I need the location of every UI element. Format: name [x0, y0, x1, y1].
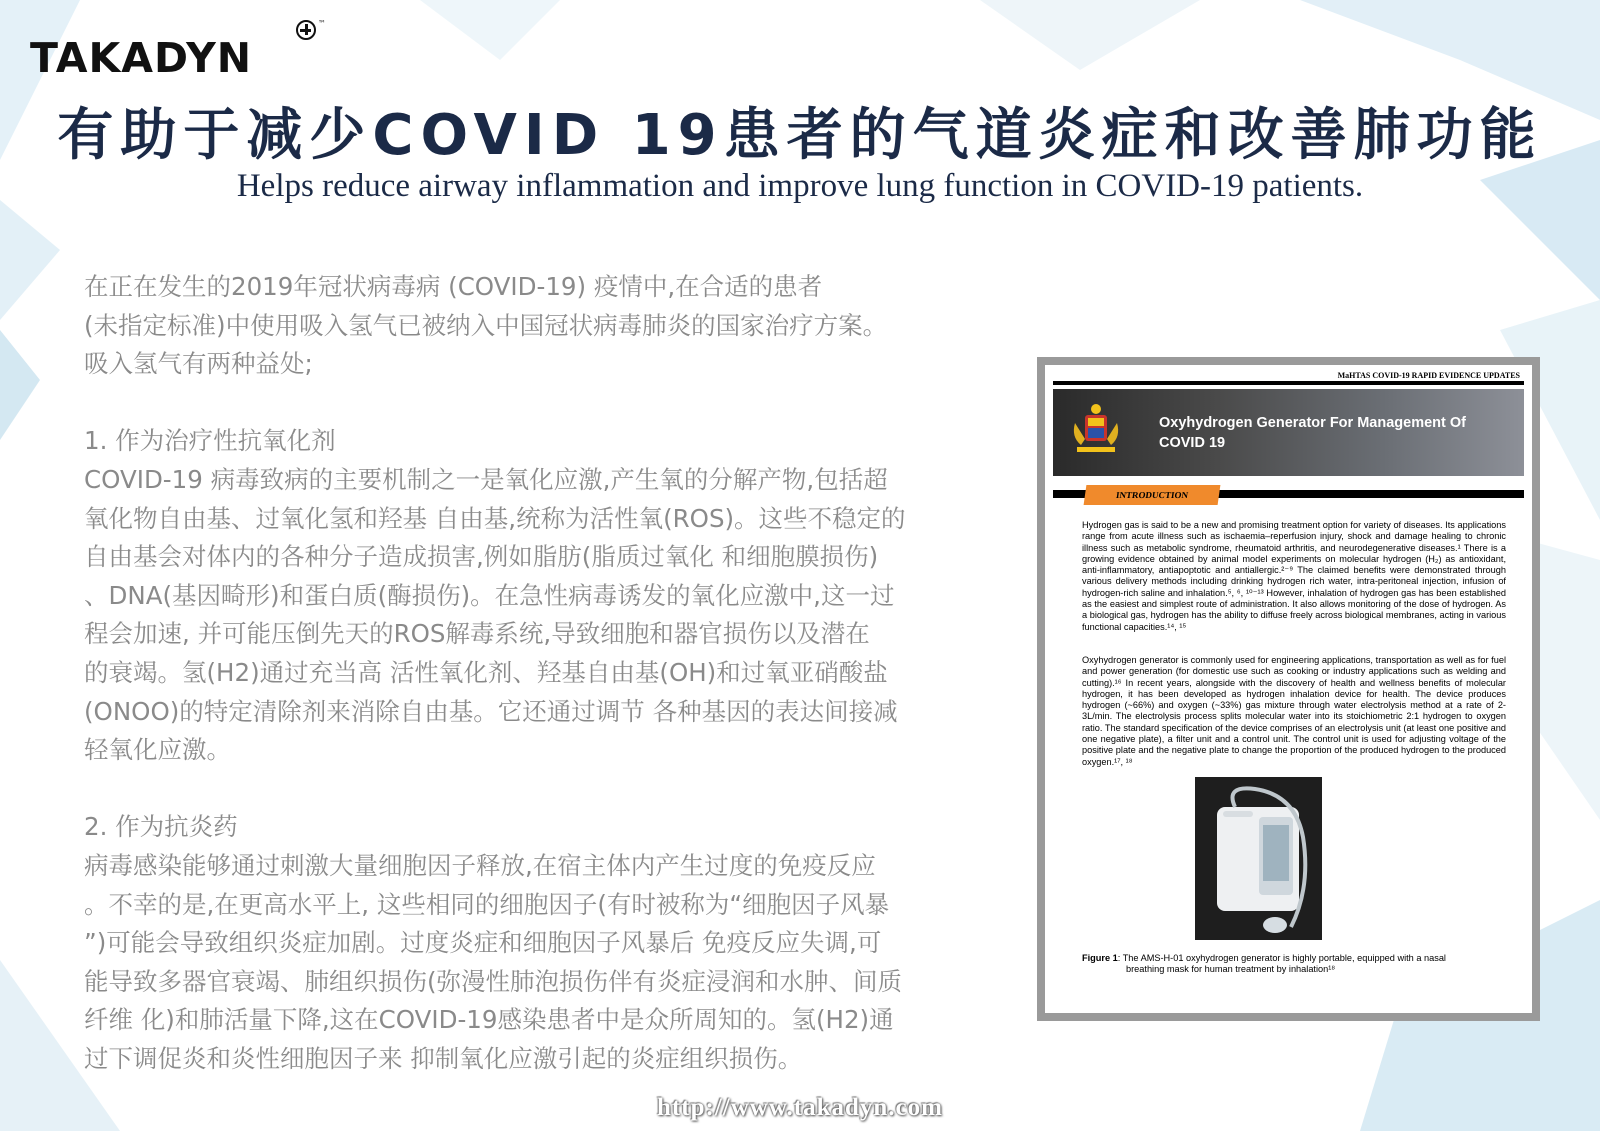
- section1-line: 程会加速, 并可能压倒先天的ROS解毒系统,导致细胞和器官损伤以及潜在: [84, 619, 870, 649]
- document-rule: [1053, 381, 1524, 385]
- section2-heading: 2. 作为抗炎药: [84, 812, 238, 842]
- section2-line: 。不幸的是,在更高水平上, 这些相同的细胞因子(有时被称为“细胞因子风暴: [84, 889, 890, 919]
- section1-line: 的衰竭。氢(H2)通过充当高 活性氧化剂、羟基自由基(OH)和过氧亚硝酸盐: [84, 657, 888, 687]
- document-header-label: MaHTAS COVID-19 RAPID EVIDENCE UPDATES: [1337, 371, 1520, 380]
- document-paragraph: Oxyhydrogen generator is commonly used for engineering applications, transportation as well as for fuel and power generation (for domestic use such as cooking or industry applications such as welding and cutting).¹⁶ In recent years, alongside with the discovery of health and wellness benefits of molecular hydrogen, it has been developed as hydrogen inhalation device for health. The device produces hydrogen (~66%) and oxygen (~33%) gas mixture through water electrolysis method at a rate of 2-3L/min. The electrolysis process splits molecular water into its stoichiometric 2:1 hydrogen to oxygen ratio. The standard specification of the device comprises of an electrolysis unit (at least one positive and one negative plate), a filter unit and a control unit. The control unit is used for adjusting voltage of the positive plate and the negative plate to change the proportion of the produced hydrogen to the produced oxygen.¹⁷, ¹⁸: [1082, 655, 1506, 767]
- section1-line: 轻氧化应激。: [84, 735, 231, 765]
- section2-line: ”)可能会导致组织炎症加剧。过度炎症和细胞因子风暴后 免疫反应失调,可: [84, 928, 882, 958]
- body-text: [84, 268, 1004, 1078]
- page-title-english: Helps reduce airway inflammation and improve lung function in COVID-19 patients.: [236, 168, 1364, 204]
- section2-line: 纤维 化)和肺活量下降,这在COVID-19感染患者中是众所周知的。氢(H2)通: [84, 1005, 894, 1035]
- document-excerpt: [1037, 357, 1540, 1021]
- brand-logo: TAKADYN: [30, 34, 253, 82]
- plus-circle-icon: [296, 20, 316, 40]
- section2-line: 能导致多器官衰竭、肺组织损伤(弥漫性肺泡损伤伴有炎症浸润和水肿、间质: [84, 966, 903, 996]
- document-paragraph: Hydrogen gas is said to be a new and promising treatment option for variety of diseases. Its applications range from acute illness such as ischaemia–reperfusion injury, shock and damage healing to chronic illness such as metabolic syndrome, rheumatoid arthritis, and neurodegenerative diseases.¹ There is a growing evidence obtained by animal model experiments on molecular hydrogen (H₂) as antioxidant, anti-inflammatory, antiapoptotic and antiallergic.²⁻⁹ The claimed benefits were demonstrated through various delivery methods including drinking hydrogen rich water, intra-peritoneal injection, infusion of hydrogen-rich saline and inhalation.⁵, ⁶, ¹⁰⁻¹³ However, inhalation of hydrogen gas has been established as the easiest and simplest route of administration. It also allows monitoring of the dose of hydrogen. As a biological gas, hydrogen has the ability to diffuse freely across biological membranes, acting in various functional capacities.¹⁴, ¹⁵: [1082, 520, 1506, 632]
- intro-line: 在正在发生的2019年冠状病毒病 (COVID-19) 疫情中,在合适的患者: [84, 272, 823, 301]
- section1-line: 、DNA(基因畸形)和蛋白质(酶损伤)。在急性病毒诱发的氧化应激中,这一过: [84, 580, 895, 610]
- section1-line: (ONOO)的特定清除剂来消除自由基。它还通过调节 各种基因的表达间接减: [84, 696, 898, 726]
- document-title: Oxyhydrogen Generator For Management Of COVID 19: [1159, 415, 1466, 451]
- page-title-chinese: 有助于减少COVID 19患者的气道炎症和改善肺功能: [57, 103, 1543, 168]
- section1-heading: 1. 作为治疗性抗氧化剂: [84, 426, 336, 456]
- document-banner: [1053, 389, 1524, 476]
- device-photo: [1195, 777, 1322, 940]
- intro-line: (未指定标准)中使用吸入氢气已被纳入中国冠状病毒肺炎的国家治疗方案。: [84, 310, 888, 340]
- trademark-symbol: ™: [318, 19, 326, 28]
- section1-line: COVID-19 病毒致病的主要机制之一是氧化应激,产生氧的分解产物,包括超: [84, 464, 888, 494]
- coat-of-arms-icon: [1067, 403, 1125, 455]
- section2-line: 病毒感染能够通过刺激大量细胞因子释放,在宿主体内产生过度的免疫反应: [84, 850, 876, 880]
- section2-line: 过下调促炎和炎性细胞因子来 抑制氧化应激引起的炎症组织损伤。: [84, 1043, 803, 1073]
- website-url[interactable]: http://www.takadyn.com: [657, 1094, 943, 1121]
- section-tab: INTRODUCTION: [1084, 485, 1221, 505]
- intro-line: 吸入氢气有两种益处;: [84, 349, 313, 379]
- section1-line: 氧化物自由基、过氧化氢和羟基 自由基,统称为活性氧(ROS)。这些不稳定的: [84, 503, 906, 533]
- section1-line: 自由基会对体内的各种分子造成损害,例如脂肪(脂质过氧化 和细胞膜损伤): [84, 542, 879, 572]
- figure-caption: Figure 1: The AMS-H-01 oxyhydrogen generator is highly portable, equipped with a nasal breathing mask for human treatment by inhalation¹⁸: [1082, 953, 1446, 974]
